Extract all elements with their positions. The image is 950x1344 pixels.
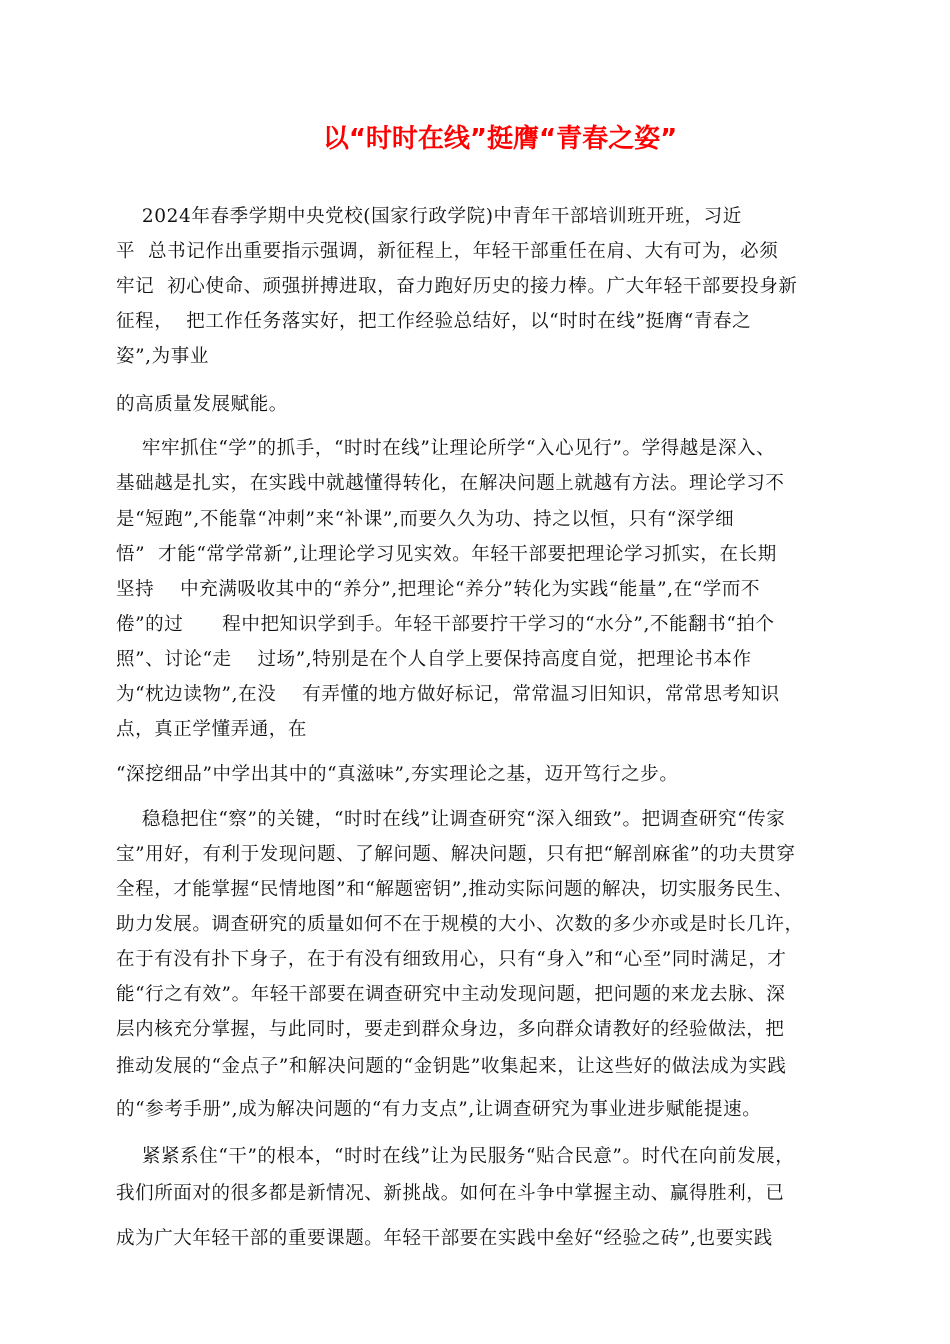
- text-line: 的“参考手册”,成为解决问题的“有力支点”,让调查研究为事业进步赋能提速。: [116, 1099, 762, 1120]
- text-line: 悟” 才能“常学常新”,让理论学习见实效。年轻干部要把理论学习抓实，在长期: [116, 544, 777, 565]
- text-line: 基础越是扎实，在实践中就越懂得转化，在解决问题上就越有方法。理论学习不: [116, 473, 785, 494]
- document-title: 以“时时在线”挺膺“青春之姿”: [322, 124, 678, 154]
- text-line: 平 总书记作出重要指示强调，新征程上，年轻干部重任在肩、大有可为，必须: [116, 241, 779, 262]
- text-line: 姿”,为事业: [116, 346, 209, 367]
- text-line: 是“短跑”,不能靠“冲刺”来“补课”,而要久久为功、持之以恒，只有“深学细: [116, 509, 735, 530]
- text-line: 层内核充分掌握，与此同时，要走到群众身边，多向群众请教好的经验做法，把: [116, 1019, 785, 1040]
- text-line: 倦”的过 程中把知识学到手。年轻干部要拧干学习的“水分”,不能翻书“拍个: [116, 614, 775, 635]
- text-line: 2024年春季学期中央党校(国家行政学院)中青年干部培训班开班，习近: [116, 206, 742, 227]
- text-line: 能“行之有效”。年轻干部要在调查研究中主动发现问题，把问题的来龙去脉、深: [116, 984, 786, 1005]
- text-line: 点，真正学懂弄通，在: [116, 719, 308, 740]
- text-line: “深挖细品”中学出其中的“真滋味”,夯实理论之基，迈开笃行之步。: [116, 764, 679, 785]
- text-line: 在于有没有扑下身子，在于有没有细致用心，只有“身入”和“心至”同时满足，才: [116, 949, 787, 970]
- text-line: 坚持 中充满吸收其中的“养分”,把理论“养分”转化为实践“能量”,在“学而不: [116, 579, 761, 600]
- text-line: 牢记 初心使命、顽强拼搏进取，奋力跑好历史的接力棒。广大年轻干部要投身新: [116, 276, 798, 297]
- text-line: 征程， 把工作任务落实好，把工作经验总结好，以“时时在线”挺膺“青春之: [116, 311, 752, 332]
- text-line: 全程，才能掌握“民情地图”和“解题密钥”,推动实际问题的解决，切实服务民生、: [116, 879, 794, 900]
- text-line: 照”、讨论“走 过场”,特别是在个人自学上要保持高度自觉，把理论书本作: [116, 649, 752, 670]
- text-line: 为“枕边读物”,在没 有弄懂的地方做好标记，常常温习旧知识，常常思考知识: [116, 684, 780, 705]
- text-line: 推动发展的“金点子”和解决问题的“金钥匙”收集起来，让这些好的做法成为实践: [116, 1056, 787, 1077]
- text-line: 助力发展。调查研究的质量如何不在于规模的大小、次数的多少亦或是时长几许，: [116, 914, 804, 935]
- text-line: 牢牢抓住“学”的抓手，“时时在线”让理论所学“入心见行”。学得越是深入、: [116, 438, 776, 459]
- text-line: 的高质量发展赋能。: [116, 394, 288, 415]
- text-line: 我们所面对的很多都是新情况、新挑战。如何在斗争中掌握主动、赢得胜利，已: [116, 1183, 785, 1204]
- text-line: 紧紧系住“干”的根本，“时时在线”让为民服务“贴合民意”。时代在向前发展，: [116, 1146, 795, 1167]
- text-line: 稳稳把住“察”的关键，“时时在线”让调查研究“深入细致”。把调查研究“传家: [116, 809, 786, 830]
- text-line: 成为广大年轻干部的重要课题。年轻干部要在实践中垒好“经验之砖”,也要实践: [116, 1228, 773, 1249]
- text-line: 宝”用好，有利于发现问题、了解问题、解决问题，只有把“解剖麻雀”的功夫贯穿: [116, 844, 796, 865]
